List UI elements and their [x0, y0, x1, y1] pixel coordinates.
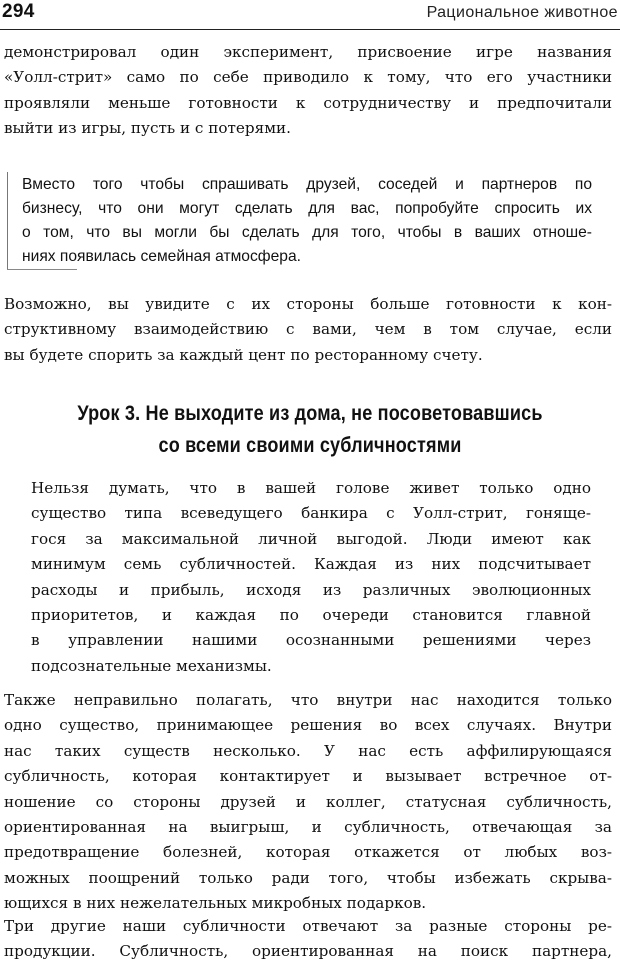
text-line: ориентированная на выигрыш, и субличность, отвечающая за [4, 818, 612, 837]
text-line: гося за максимальной личной выгодой. Люди имеют как [31, 529, 591, 548]
header-rule [0, 29, 620, 30]
text-line: демонстрировал один эксперимент, присвоение игре названия [4, 43, 612, 61]
paragraph-3 [4, 688, 612, 917]
text-line: Три другие наши субличности отвечают за разные стороны ре- [4, 917, 612, 935]
text-line: одно существо, принимающее решения во всех случаях. Внутри [4, 716, 612, 735]
paragraph-2 [4, 292, 612, 368]
running-title: Рациональное животное [426, 4, 618, 21]
text-line: «Уолл-стрит» само по себе приводило к тому, что его участники [4, 68, 612, 87]
text-line: проявляли меньше готовности к сотрудничеству и предпочитали [4, 93, 612, 112]
lesson-summary [31, 476, 591, 679]
heading-line: Урок 3. Не выходите из дома, не посоветовавшись [77, 402, 543, 425]
text-line: предотвращение болезней, которая откажется от любых воз- [4, 843, 612, 862]
text-line: Нельзя думать, что в вашей голове живет только одно [31, 479, 591, 497]
callout-bracket-foot [7, 269, 77, 270]
text-line: подсознательные механизмы. [31, 656, 272, 675]
page-number: 294 [2, 1, 35, 22]
callout-line: Вместо того чтобы спрашивать друзей, соседей и партнеров по [22, 176, 592, 193]
text-line: существо типа всеведущего банкира с Уолл-стрит, гоняще- [31, 504, 591, 523]
callout-line: бизнесу, что они могут сделать для вас, попробуйте спросить их [22, 200, 592, 217]
text-line: можных поощрений только ради того, чтобы избежать скрыва- [4, 868, 612, 887]
text-line: ношение со стороны друзей и коллег, статусная субличность, [4, 792, 612, 811]
text-line: ющихся в них нежелательных микробных подарков. [4, 894, 427, 913]
paragraph-4 [4, 914, 612, 965]
text-line: приоритетов, и каждая по очереди становится главной [31, 606, 591, 625]
text-line: Возможно, вы увидите с их стороны больше готовности к кон- [4, 295, 612, 313]
heading-line: со всеми своими субличностями [158, 434, 462, 457]
text-line: вы будете спорить за каждый цент по ресторанному счету. [4, 345, 483, 364]
text-line: нас таких существ несколько. У нас есть аффилирующаяся [4, 741, 612, 760]
text-line: Также неправильно полагать, что внутри нас находится только [4, 691, 612, 709]
text-line: выйти из игры, пусть и с потерями. [4, 119, 291, 138]
text-line: продукции. Субличность, ориентированная на поиск партнера, [4, 942, 612, 961]
callout-box [22, 173, 592, 269]
text-line: субличность, которая контактирует и вызывает встречное от- [4, 767, 612, 786]
intro-paragraph [4, 40, 612, 142]
lesson-heading [43, 398, 576, 462]
callout-line: о том, что вы могли бы сделать для того, чтобы в ваших отноше- [22, 224, 592, 241]
text-line: расходы и прибыль, исходя из различных эволюционных [31, 580, 591, 599]
page-header [0, 0, 620, 30]
text-line: в управлении нашими осознанными решениями через [31, 631, 591, 650]
text-line: структивному взаимодействию с вами, чем в том случае, если [4, 320, 612, 339]
callout-line: ниях появилась семейная атмосфера. [22, 248, 301, 265]
callout-bracket [7, 172, 8, 270]
text-line: минимум семь субличностей. Каждая из них подсчитывает [31, 555, 591, 574]
